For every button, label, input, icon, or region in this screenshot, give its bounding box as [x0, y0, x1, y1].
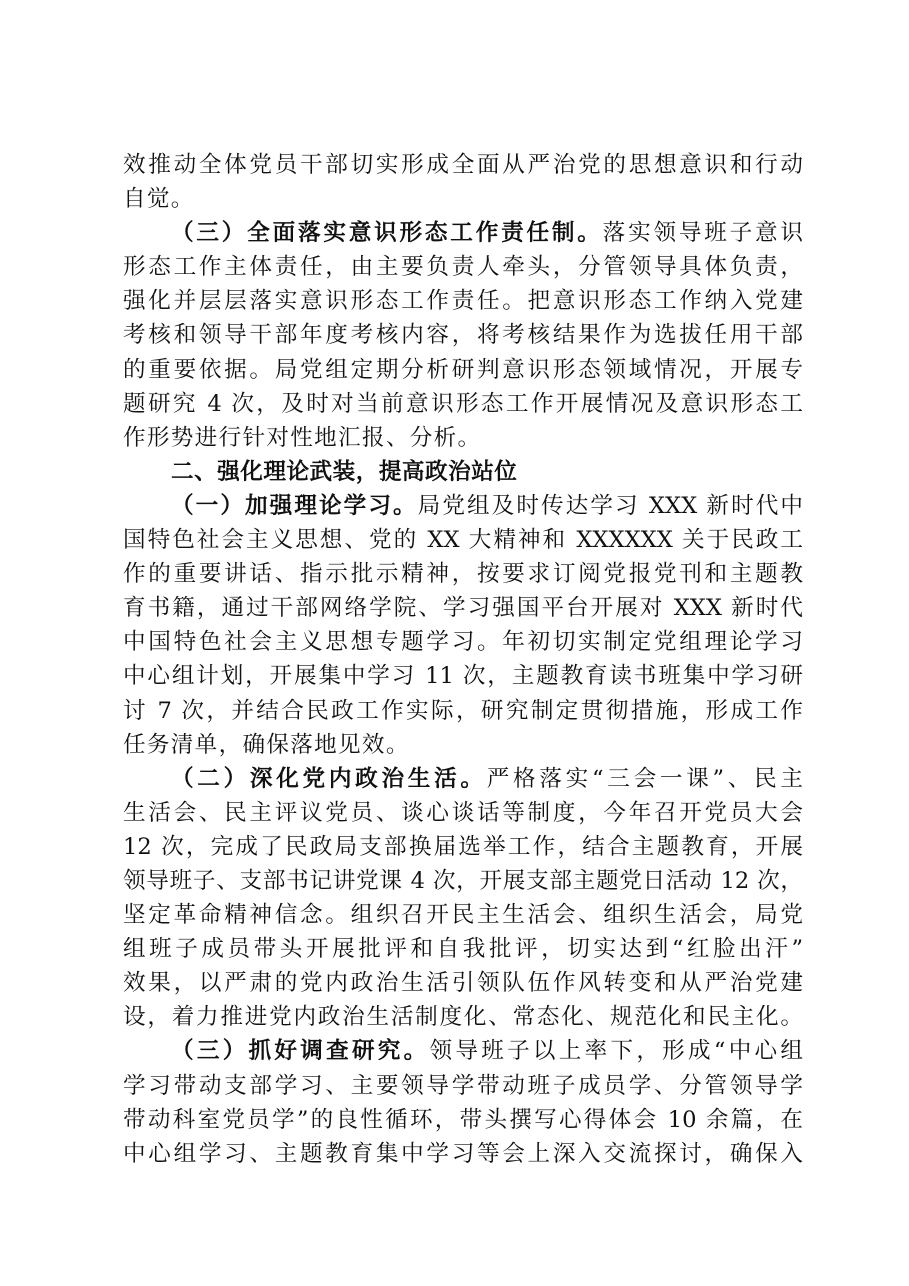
paragraph-line: 中国特色社会主义思想专题学习。年初切实制定党组理论学习	[123, 629, 803, 656]
subsection-title: （三）抓好调查研究。	[171, 1038, 430, 1065]
paragraph-line: 12 次，完成了民政局支部换届选举工作，结合主题教育，开展	[123, 833, 803, 860]
paragraph-line: 任务清单，确保落地见效。	[123, 731, 410, 758]
paragraph-first-line	[123, 1034, 803, 1068]
paragraph-text: 落实领导班子意识	[602, 220, 804, 247]
paragraph-line: 设，着力推进党内政治生活制度化、常态化、规范化和民主化。	[123, 1004, 803, 1031]
subsection-title: （一）加强理论学习。	[171, 492, 418, 519]
paragraph-line: 的重要依据。局党组定期分析研判意识形态领域情况，开展专	[123, 356, 803, 383]
paragraph-line: 领导班子、支部书记讲党课 4 次，开展支部主题党日活动 12 次，	[123, 867, 803, 894]
paragraph-text: 领导班子以上率下，形成“中心组	[429, 1038, 803, 1065]
paragraph-line: 作的重要讲话、指示批示精神，按要求订阅党报党刊和主题教	[123, 561, 803, 588]
paragraph-line: 题研究 4 次，及时对当前意识形态工作开展情况及意识形态工	[123, 390, 803, 417]
document-body	[123, 148, 803, 1171]
paragraph-line: 自觉。	[123, 186, 195, 213]
paragraph-line: 育书籍，通过干部网络学院、学习强国平台开展对 XXX 新时代	[123, 595, 803, 622]
paragraph-line: 学习带动支部学习、主要领导学带动班子成员学、分管领导学	[123, 1072, 803, 1099]
paragraph-first-line	[123, 216, 803, 250]
paragraph-line: 中心组计划，开展集中学习 11 次，主题教育读书班集中学习研	[123, 663, 803, 690]
paragraph-line: 形态工作主体责任，由主要负责人牵头，分管领导具体负责，	[123, 254, 803, 281]
paragraph-line: 考核和领导干部年度考核内容，将考核结果作为选拔任用干部	[123, 322, 803, 349]
paragraph-line: 中心组学习、主题教育集中学习等会上深入交流探讨，确保入	[123, 1140, 803, 1167]
paragraph-line: 作形势进行针对性地汇报、分析。	[123, 424, 482, 451]
paragraph-text: 严格落实“三会一课”、民主	[486, 765, 803, 792]
paragraph-line: 坚定革命精神信念。组织召开民主生活会、组织生活会，局党	[123, 902, 803, 929]
paragraph-line: 强化并层层落实意识形态工作责任。把意识形态工作纳入党建	[123, 288, 803, 315]
paragraph-line: 组班子成员带头开展批评和自我批评，切实达到“红脸出汗”	[123, 936, 803, 963]
paragraph-first-line	[123, 762, 803, 796]
subsection-title: （三）全面落实意识形态工作责任制。	[171, 220, 603, 247]
paragraph-line: 效推动全体党员干部切实形成全面从严治党的思想意识和行动	[123, 152, 803, 178]
paragraph-text: 局党组及时传达学习 XXX 新时代中	[417, 492, 803, 519]
paragraph-line: 生活会、民主评议党员、谈心谈话等制度，今年召开党员大会	[123, 799, 803, 826]
section-heading: 二、强化理论武装，提高政治站位	[171, 458, 518, 485]
paragraph-line: 国特色社会主义思想、党的 XX 大精神和 XXXXXX 关于民政工	[123, 527, 803, 554]
paragraph-line: 带动科室党员学”的良性循环，带头撰写心得体会 10 余篇，在	[123, 1106, 803, 1133]
subsection-title: （二）深化党内政治生活。	[171, 765, 487, 792]
paragraph-first-line	[123, 489, 803, 523]
paragraph-line: 讨 7 次，并结合民政工作实际，研究制定贯彻措施，形成工作	[123, 697, 803, 724]
paragraph-line: 效果，以严肃的党内政治生活引领队伍作风转变和从严治党建	[123, 970, 803, 997]
